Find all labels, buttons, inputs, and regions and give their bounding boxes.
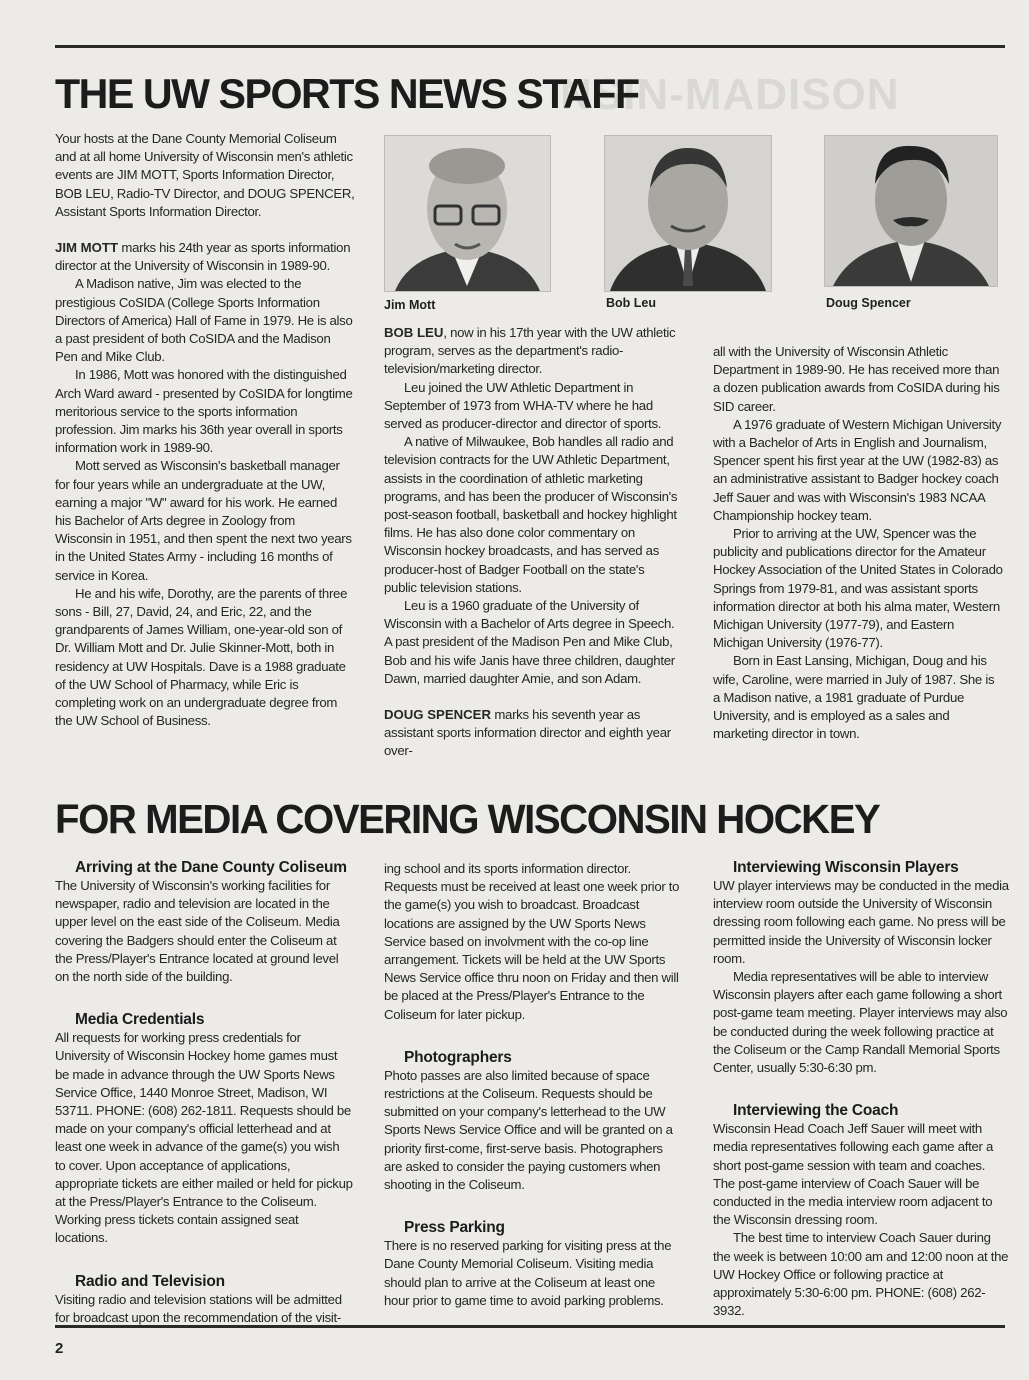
mott-paragraph-5: He and his wife, Dorothy, are the parents of three sons - Bill, 27, David, 24, and Eric, 22, and the grandparents of James William, one-year-old son of Dr. William Mott and Dr. Julie Skinner-Mott, both in residency at UW Hospitals. Dave is a 1988 graduate of the UW School of Pharmacy, while Eric is completing work on an undergraduate degree from the UW School of Business. [55, 585, 348, 729]
arriving-text: The University of Wisconsin's working facilities for newspaper, radio and television are located in the upper level on the east side of the Coliseum. Media covering the Badgers should enter the Coliseum at the Press/Player's Entrance located at ground level on the north side of the building. [55, 878, 340, 985]
media-column-1 [55, 858, 353, 1327]
page-number: 2 [55, 1340, 64, 1357]
mott-paragraph-4: Mott served as Wisconsin's basketball manager for four years while an undergraduate at the UW, earning a major "W" award for his work. He earned his Bachelor of Arts degree in Zoology from Wisconsin in 1951, and then spent the next two years in the United States Army - including 16 months of service in Korea. [55, 458, 352, 583]
radio-text-continued: ing school and its sports information director. Requests must be received at least one week prior to the game(s) you wish to broadcast. Broadcast locations are assigned by the UW Sports News Service based on involvment with the co-op line arrangement. Tickets will be held at the UW Sports News Service office thru noon on Friday and then will be placed at the Press/Player's Entrance to the Coliseum for later pickup. [384, 861, 680, 1022]
arriving-heading: Arriving at the Dane County Coliseum [75, 859, 347, 876]
players-text-2: Media representatives will be able to interview Wisconsin players after each game following a short post-game team meeting. Player interviews may also be conducted during the week following practice at the Coliseum or the Camp Randall Memorial Sports Center, usually 5:30-6:30 pm. [713, 969, 1008, 1076]
staff-column-2 [384, 324, 679, 761]
spencer-caption: Doug Spencer [826, 296, 911, 310]
leu-paragraph-2: Leu joined the UW Athletic Department in September of 1973 from WHA-TV where he had served as producer-director and director of sports. [384, 379, 662, 432]
staff-heading: THE UW SPORTS NEWS STAFF [55, 70, 639, 117]
coach-text: Wisconsin Head Coach Jeff Sauer will meet with media representatives following each game after a short post-game session with team and coaches. The post-game interview of Coach Sauer will be conducted in the media interview room adjacent to the Wisconsin dressing room. [713, 1121, 993, 1228]
credentials-text: All requests for working press credentials for University of Wisconsin Hockey home games must be made in advance through the UW Sports News Service Office, 1440 Monroe Street, Madison, WI 53711. PHONE: (608) 262-1811. Requests should be made on your company's official letterhead and at least one week in advance of the game(s) you wish to cover. Upon acceptance of applications, appropriate tickets are either mailed or held for pickup at the Press/Player's Entrance to the Coliseum. Working press tickets contain assigned seat locations. [55, 1030, 353, 1246]
jim-mott-photo [384, 135, 551, 292]
photographers-heading: Photographers [404, 1048, 512, 1066]
mott-paragraph-2: A Madison native, Jim was elected to the prestigious CoSIDA (College Sports Information Directors of America) Hall of Fame in 1979. He is also a past president of both CoSIDA and the Madison Pen and Mike Club. [55, 276, 353, 365]
spencer-paragraph-1-cont: all with the University of Wisconsin Athletic Department in 1989-90. He has received more than a dozen publication awards from CoSIDA during his SID career. [713, 344, 1000, 414]
leu-name: BOB LEU [384, 325, 444, 340]
leu-caption: Bob Leu [606, 296, 656, 310]
leu-paragraph-3: A native of Milwaukee, Bob handles all radio and television contracts for the UW Athletic Department, assists in the coordination of athletic marketing programs, and has been the producer of Wisconsin's post-season football, basketball and hockey highlight films. He has also done color commentary on Wisconsin hockey broadcasts, and has served as producer-host of Badger Football on the state's public television stations. [384, 434, 678, 595]
mott-name: JIM MOTT [55, 240, 119, 256]
top-rule [55, 45, 1005, 48]
staff-column-1 [55, 130, 355, 731]
parking-text: There is no reserved parking for visiting press at the Dane County Memorial Coliseum. Visiting media should plan to arrive at the Coliseum at least one hour prior to game time to avoid parking problems. [384, 1238, 672, 1308]
radio-heading: Radio and Television [75, 1272, 225, 1290]
media-column-2 [384, 860, 680, 1310]
players-heading: Interviewing Wisconsin Players [733, 859, 959, 876]
media-heading: FOR MEDIA COVERING WISCONSIN HOCKEY [55, 796, 880, 842]
bob-leu-photo [604, 135, 772, 292]
players-text: UW player interviews may be conducted in the media interview room outside the University of Wisconsin dressing room following each game. No press will be permitted inside the University of Wisconsin locker room. [713, 878, 1009, 966]
coach-text-2: The best time to interview Coach Sauer during the week is between 10:00 am and 12:00 noon at the UW Hockey Office or following practice at approximately 5:30-6:00 pm. PHONE: (608) 262-3932. [713, 1230, 1009, 1319]
mott-caption: Jim Mott [384, 298, 436, 312]
spencer-paragraph-2: A 1976 graduate of Western Michigan University with a Bachelor of Arts in English and Journalism, Spencer spent his first year at the UW (1982-83) as an administrative assistant to Badger hockey coach Jeff Sauer and was with Wisconsin's 1983 NCAA Championship hockey team. [713, 416, 1002, 523]
doug-spencer-photo [824, 135, 998, 287]
leu-paragraph-4: Leu is a 1960 graduate of the University of Wisconsin with a Bachelor of Arts degree in Speech. A past president of the Madison Pen and Mike Club, Bob and his wife Janis have three children, daughter Dawn, married daughter Amie, and son Adam. [384, 598, 675, 686]
spencer-name: DOUG SPENCER [384, 707, 491, 723]
coach-heading: Interviewing the Coach [733, 1102, 899, 1120]
photographers-text: Photo passes are also limited because of space restrictions at the Coliseum. Requests should be submitted on your company's letterhead to the UW Sports News Service Office and will be granted on a priority first-come, first-serve basis. Photographers are asked to consider the paying customers when shooting in the Coliseum. [384, 1067, 673, 1193]
media-column-3 [713, 858, 1009, 1320]
mott-paragraph-3: In 1986, Mott was honored with the distinguished Arch Ward award - presented by CoSIDA for longtime meritorious service to the sports information profession. Jim marks his 36th year overall in sports information work in 1989-90. [55, 367, 353, 456]
background-word: NSIN-MADISON [560, 70, 900, 119]
staff-intro: Your hosts at the Dane County Memorial Coliseum and at all home University of Wisconsin men's athletic events are JIM MOTT, Sports Information Director, BOB LEU, Radio-TV Director, and DOUG SPENCER, Assistant Sports Information Director. [55, 131, 355, 219]
spencer-paragraph-3: Prior to arriving at the UW, Spencer was the publicity and publications director for the Amateur Hockey Association of the United States in Colorado Springs from 1979-81, and was assistant sports information director at both his alma mater, Western Michigan University (1977-79), and Eastern Michigan University (1976-77). [713, 526, 1003, 651]
parking-heading: Press Parking [404, 1219, 505, 1237]
mott-paragraph-1: JIM MOTT marks his 24th year as sports information director at the University of Wisconsin in 1989-90. [55, 240, 351, 274]
credentials-heading: Media Credentials [75, 1011, 205, 1029]
radio-text: Visiting radio and television stations will be admitted for broadcast upon the recommendation of the visit- [55, 1291, 342, 1325]
staff-column-3 [713, 343, 1003, 743]
bottom-rule [55, 1325, 1005, 1328]
leu-paragraph-1: BOB LEU, now in his 17th year with the UW athletic program, serves as the department's radio-television/marketing director. [384, 325, 676, 377]
spencer-paragraph-4: Born in East Lansing, Michigan, Doug and his wife, Caroline, were married in July of 1987. She is a Madison native, a 1981 graduate of Purdue University, and is employed as a sales and marketing director in town. [713, 653, 995, 742]
spencer-paragraph-1: DOUG SPENCER marks his seventh year as assistant sports information director and eighth year over- [384, 707, 671, 759]
